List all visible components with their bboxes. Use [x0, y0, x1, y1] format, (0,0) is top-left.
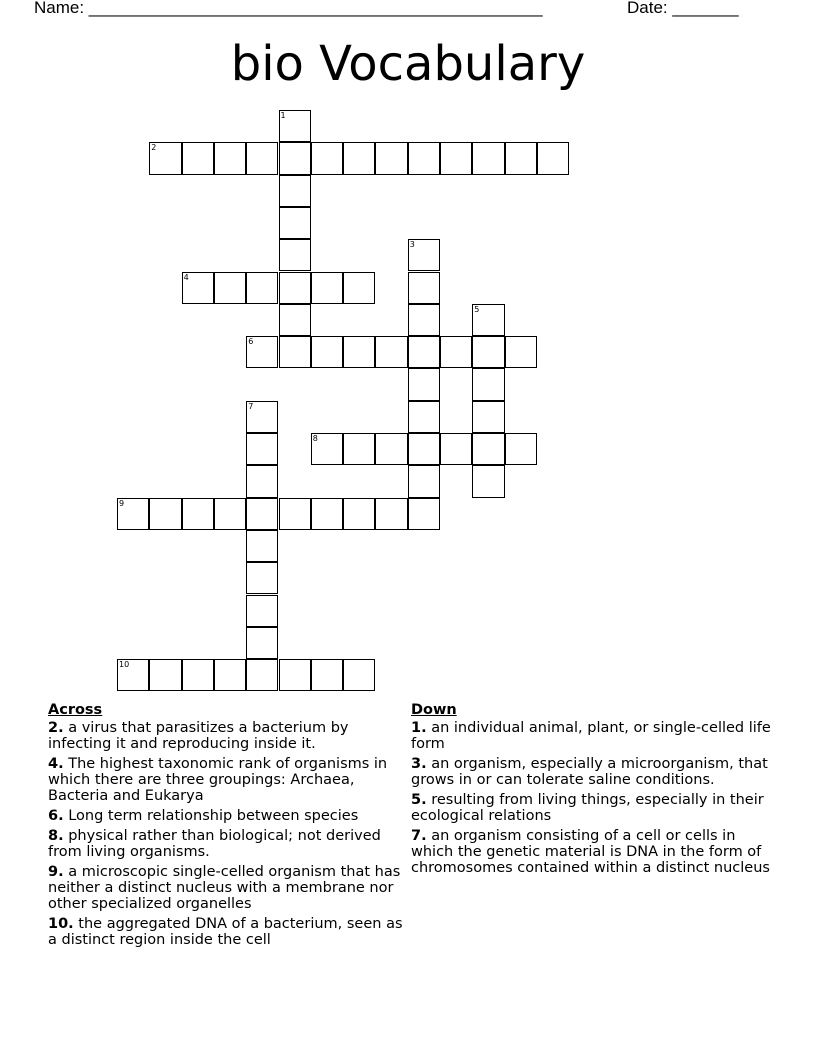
grid-cell[interactable] — [472, 304, 504, 336]
grid-cell[interactable] — [408, 401, 440, 433]
grid-cell[interactable] — [246, 401, 278, 433]
grid-cell[interactable] — [246, 465, 278, 497]
grid-cell[interactable] — [472, 368, 504, 400]
grid-cell[interactable] — [279, 175, 311, 207]
grid-cell[interactable] — [311, 336, 343, 368]
grid-cell[interactable] — [408, 336, 440, 368]
grid-cell[interactable] — [472, 401, 504, 433]
across-clue — [48, 756, 410, 804]
clue-text: an organism consisting of a cell or cells in which the genetic material is DNA in the form of chromosomes contained within a distinct nucleus — [411, 828, 770, 876]
grid-cell[interactable] — [375, 142, 407, 174]
grid-cell[interactable] — [279, 207, 311, 239]
down-clue — [411, 756, 781, 788]
grid-cell[interactable] — [149, 498, 181, 530]
clue-number: 6 — [248, 337, 254, 347]
down-clues — [411, 702, 781, 880]
grid-cell[interactable] — [246, 595, 278, 627]
grid-cell[interactable] — [246, 659, 278, 691]
clue-number: 1 — [280, 111, 286, 120]
grid-cell[interactable] — [440, 433, 472, 465]
grid-cell[interactable] — [246, 142, 278, 174]
clue-number: 3 — [409, 240, 415, 250]
grid-cell[interactable] — [440, 142, 472, 174]
clue-number: 4. — [48, 756, 64, 772]
clue-text: resulting from living things, especially in their ecological relations — [411, 792, 764, 824]
grid-cell[interactable] — [408, 239, 440, 271]
grid-cell[interactable] — [343, 433, 375, 465]
grid-cell[interactable] — [408, 465, 440, 497]
grid-cell[interactable] — [537, 142, 569, 174]
grid-cell[interactable] — [279, 336, 311, 368]
clue-number: 5 — [474, 304, 480, 314]
clue-number: 8. — [48, 828, 64, 844]
grid-cell[interactable] — [408, 142, 440, 174]
clue-text: a microscopic single-celled organism that has neither a distinct nucleus with a membrane nor other specialized organelles — [48, 864, 401, 912]
grid-cell[interactable] — [408, 368, 440, 400]
clue-text: Long term relationship between species — [68, 808, 359, 824]
across-clue — [48, 916, 410, 948]
grid-cell[interactable] — [343, 142, 375, 174]
grid-cell[interactable] — [311, 433, 343, 465]
across-heading: Across — [48, 702, 103, 718]
grid-cell[interactable] — [214, 659, 246, 691]
grid-cell[interactable] — [279, 659, 311, 691]
grid-cell[interactable] — [408, 272, 440, 304]
grid-cell[interactable] — [279, 498, 311, 530]
grid-cell[interactable] — [472, 336, 504, 368]
grid-cell[interactable] — [246, 530, 278, 562]
grid-cell[interactable] — [343, 336, 375, 368]
clue-number: 9. — [48, 864, 64, 880]
grid-cell[interactable] — [246, 562, 278, 594]
grid-cell[interactable] — [408, 433, 440, 465]
clue-number: 2 — [151, 143, 157, 153]
grid-cell[interactable] — [182, 498, 214, 530]
grid-cell[interactable] — [505, 433, 537, 465]
grid-cell[interactable] — [505, 142, 537, 174]
grid-cell[interactable] — [246, 627, 278, 659]
clue-number: 8 — [312, 434, 318, 443]
grid-cell[interactable] — [182, 659, 214, 691]
across-clue — [48, 720, 410, 752]
clue-number: 7. — [411, 828, 427, 844]
across-clues — [48, 702, 410, 952]
clue-text: a virus that parasitizes a bacterium by infecting it and reproducing inside it. — [48, 720, 349, 752]
clue-text: The highest taxonomic rank of organisms in which there are three groupings: Archaea, Bacteria and Eukarya — [48, 756, 388, 804]
down-clue — [411, 720, 781, 752]
grid-cell[interactable] — [375, 433, 407, 465]
grid-cell[interactable] — [279, 110, 311, 142]
clue-number: 10. — [48, 916, 74, 932]
clue-number: 5. — [411, 792, 427, 808]
clue-text: an individual animal, plant, or single-celled life form — [411, 720, 771, 752]
grid-cell[interactable] — [246, 336, 278, 368]
grid-cell[interactable] — [279, 304, 311, 336]
down-heading: Down — [411, 702, 457, 718]
down-clue — [411, 792, 781, 824]
grid-cell[interactable] — [279, 272, 311, 304]
grid-cell[interactable] — [311, 659, 343, 691]
grid-cell[interactable] — [343, 498, 375, 530]
clue-number: 4 — [183, 272, 189, 282]
grid-cell[interactable] — [472, 433, 504, 465]
clue-number: 1. — [411, 720, 427, 736]
grid-cell[interactable] — [472, 142, 504, 174]
grid-cell[interactable] — [149, 659, 181, 691]
clue-number: 2. — [48, 720, 64, 736]
grid-cell[interactable] — [214, 272, 246, 304]
grid-cell[interactable] — [375, 498, 407, 530]
grid-cell[interactable] — [214, 142, 246, 174]
clue-number: 6. — [48, 808, 64, 824]
across-clue — [48, 808, 410, 824]
name-field: Name: ________________________________________________ — [34, 0, 543, 17]
grid-cell[interactable] — [311, 498, 343, 530]
grid-cell[interactable] — [472, 465, 504, 497]
grid-cell[interactable] — [117, 659, 149, 691]
grid-cell[interactable] — [311, 272, 343, 304]
across-clue — [48, 864, 410, 912]
grid-cell[interactable] — [505, 336, 537, 368]
grid-cell[interactable] — [246, 272, 278, 304]
grid-cell[interactable] — [408, 498, 440, 530]
grid-cell[interactable] — [246, 498, 278, 530]
clue-text: an organism, especially a microorganism, that grows in or can tolerate saline conditions. — [411, 756, 768, 788]
grid-cell[interactable] — [343, 659, 375, 691]
clue-number: 7 — [248, 401, 254, 411]
grid-cell[interactable] — [279, 142, 311, 174]
grid-cell[interactable] — [311, 142, 343, 174]
grid-cell[interactable] — [214, 498, 246, 530]
clue-number: 3. — [411, 756, 427, 772]
clue-number: 9 — [119, 498, 125, 508]
grid-cell[interactable] — [343, 272, 375, 304]
across-clue — [48, 828, 410, 860]
grid-cell[interactable] — [375, 336, 407, 368]
grid-cell[interactable] — [279, 239, 311, 271]
grid-cell[interactable] — [182, 272, 214, 304]
grid-cell[interactable] — [246, 433, 278, 465]
clue-number: 10 — [119, 660, 130, 670]
grid-cell[interactable] — [408, 304, 440, 336]
grid-cell[interactable] — [117, 498, 149, 530]
page-title: bio Vocabulary — [230, 36, 586, 92]
clue-text: the aggregated DNA of a bacterium, seen as a distinct region inside the cell — [48, 916, 403, 948]
grid-cell[interactable] — [440, 336, 472, 368]
grid-cell[interactable] — [149, 142, 181, 174]
grid-cell[interactable] — [182, 142, 214, 174]
date-field: Date: _______ — [627, 0, 739, 17]
clue-text: physical rather than biological; not derived from living organisms. — [48, 828, 381, 860]
down-clue — [411, 828, 781, 876]
